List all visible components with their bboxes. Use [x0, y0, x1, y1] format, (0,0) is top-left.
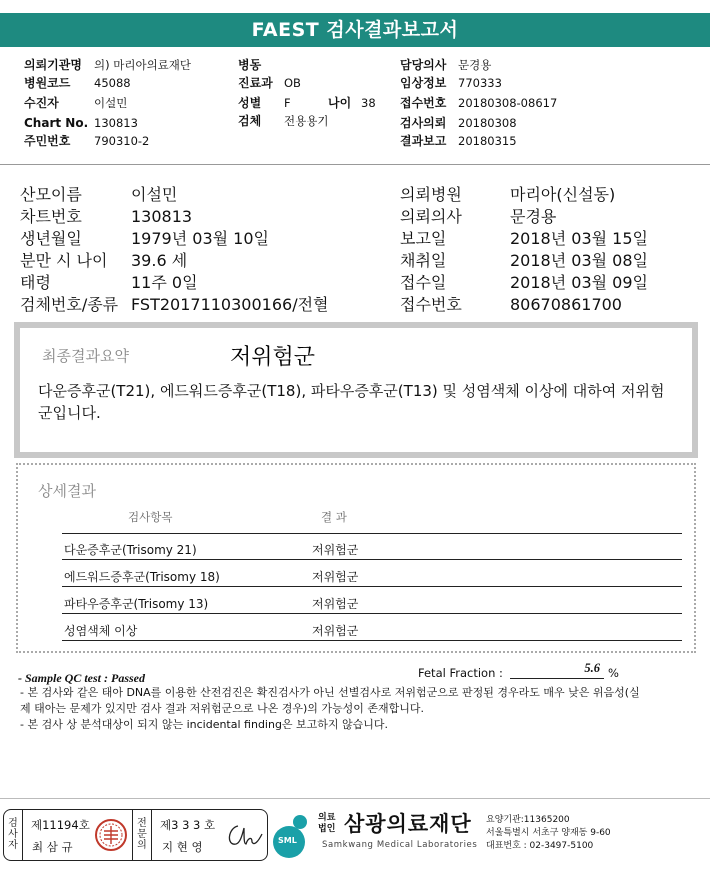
patient-label: 의뢰의사: [400, 207, 462, 226]
detail-box: [16, 463, 696, 653]
patient-value: 2018년 03월 09일: [510, 273, 648, 292]
patient-label: 태령: [20, 273, 51, 292]
divider: [22, 810, 23, 860]
doctor-name: 지 현 영: [162, 840, 203, 854]
header-row: 검체: [238, 114, 262, 128]
header-row: 수진자: [24, 96, 59, 110]
table-row: [62, 587, 682, 614]
sample-qc: - Sample QC test : Passed: [18, 671, 145, 685]
header-row: 담당의사: [400, 58, 447, 72]
patient-value: 130813: [131, 207, 193, 226]
note-line: - 본 검사와 같은 태아 DNA를 이용한 산전검진은 확진검사가 아닌 선별검사로 저위험군으로 판정된 경우라도 매우 낮은 위음성(실: [20, 686, 640, 699]
header-value: 20180315: [458, 134, 517, 148]
divider: [132, 810, 133, 860]
patient-label: 분만 시 나이: [20, 251, 108, 270]
patient-value: 1979년 03월 10일: [131, 229, 269, 248]
header-value: 이설민: [94, 96, 128, 110]
patient-value: 39.6 세: [131, 251, 188, 270]
logo-text: SML: [278, 836, 297, 845]
header-value: 의) 마리아의료재단: [94, 58, 192, 72]
summary-box: [14, 322, 698, 458]
table-row: [62, 614, 682, 641]
divider: [0, 164, 710, 165]
header-row: Chart No.: [24, 116, 89, 130]
examiner-id: 제11194호: [31, 818, 90, 832]
age-value: 38: [361, 96, 376, 110]
header-value: OB: [284, 76, 301, 90]
patient-label: 산모이름: [20, 185, 82, 204]
org-name-en: Samkwang Medical Laboratories: [322, 840, 478, 850]
patient-value: 2018년 03월 08일: [510, 251, 648, 270]
org-address-line: 요양기관:11365200: [486, 815, 570, 825]
header-row: 병원코드: [24, 76, 71, 90]
note-line: 제 태아는 문제가 있지만 검사 결과 저위험군으로 나온 경우)의 가능성이 존재합니다.: [20, 702, 425, 715]
detail-label: 상세결과: [38, 482, 96, 500]
header-row: 진료과: [238, 76, 273, 90]
fetal-fraction-unit: %: [608, 666, 619, 680]
patient-label: 생년월일: [20, 229, 82, 248]
patient-label: 채취일: [400, 251, 447, 270]
test-item: 에드워드증후군(Trisomy 18): [64, 570, 220, 584]
patient-value: FST2017110300166/전혈: [131, 295, 329, 314]
test-item: 다운증후군(Trisomy 21): [64, 543, 197, 557]
table-row: [62, 533, 682, 560]
age-label: 나이: [328, 96, 352, 110]
examiner-name: 최 삼 규: [32, 840, 73, 854]
patient-label: 보고일: [400, 229, 447, 248]
header-value: 문경용: [458, 58, 492, 72]
header-value: 20180308-08617: [458, 96, 558, 110]
examiner-seal-icon: [94, 818, 128, 852]
column-header-item: 검사항목: [128, 510, 173, 524]
patient-value: 문경용: [510, 207, 557, 226]
header-value: 전용용기: [284, 114, 329, 128]
header-value: 20180308: [458, 116, 517, 130]
fetal-fraction-value: 5.6: [510, 661, 604, 679]
test-result: 저위험군: [312, 570, 359, 584]
column-header-result: 결 과: [321, 510, 347, 524]
report-title: FAEST 검사결과보고서: [0, 13, 710, 47]
org-name: 삼광의료재단: [344, 812, 472, 836]
header-row: 의뢰기관명: [24, 58, 82, 72]
test-result: 저위험군: [312, 543, 359, 557]
table-row: [62, 560, 682, 587]
doctor-id: 제3 3 3 호: [160, 818, 216, 832]
header-row: 검사의뢰: [400, 116, 447, 130]
patient-value: 이설민: [131, 185, 178, 204]
header-value: 790310-2: [94, 134, 150, 148]
header-value: 770333: [458, 76, 502, 90]
header-row: 접수번호: [400, 96, 447, 110]
patient-label: 의뢰병원: [400, 185, 462, 204]
patient-label: 차트번호: [20, 207, 82, 226]
header-value: 45088: [94, 76, 131, 90]
header-value: F: [284, 96, 291, 110]
test-item: 성염색체 이상: [64, 624, 138, 638]
summary-label: 최종결과요약: [42, 347, 129, 365]
signature-box: [3, 809, 268, 861]
patient-value: 11주 0일: [131, 273, 198, 292]
summary-result: 저위험군: [230, 345, 316, 370]
org-address: [486, 814, 611, 853]
patient-label: 접수번호: [400, 295, 462, 314]
patient-value: 2018년 03월 15일: [510, 229, 648, 248]
note-line: - 본 검사 상 분석대상이 되지 않는 incidental finding은 보고하지 않습니다.: [20, 718, 389, 731]
examiner-label: 검사자: [8, 818, 18, 851]
header-value: 130813: [94, 116, 138, 130]
test-result: 저위험군: [312, 597, 359, 611]
divider: [151, 810, 152, 860]
org-address-line: 서울특별시 서초구 양재동 9-60: [486, 828, 611, 838]
org-prefix: 의료법인: [318, 813, 336, 834]
patient-label: 접수일: [400, 273, 447, 292]
fetal-fraction-label: Fetal Fraction :: [418, 666, 503, 680]
patient-label: 검체번호/종류: [20, 295, 119, 314]
org-address-line: 대표번호 : 02-3497-5100: [486, 841, 594, 851]
doctor-label: 전문의: [137, 818, 147, 851]
doctor-signature-icon: [224, 820, 264, 852]
header-row: 주민번호: [24, 134, 71, 148]
test-result: 저위험군: [312, 624, 359, 638]
patient-value: 80670861700: [510, 295, 622, 314]
header-row: 임상정보: [400, 76, 447, 90]
summary-text: 다운증후군(T21), 에드워드증후군(T18), 파타우증후군(T13) 및 성염색체 이상에 대하여 저위험군입니다.: [38, 382, 665, 422]
sml-logo-icon: [270, 810, 314, 860]
patient-value: 마리아(신설동): [510, 185, 616, 204]
test-item: 파타우증후군(Trisomy 13): [64, 597, 209, 611]
footer-divider: [0, 798, 710, 799]
header-row: 병동: [238, 58, 262, 72]
header-row: 결과보고: [400, 134, 447, 148]
header-row: 성별: [238, 96, 262, 110]
